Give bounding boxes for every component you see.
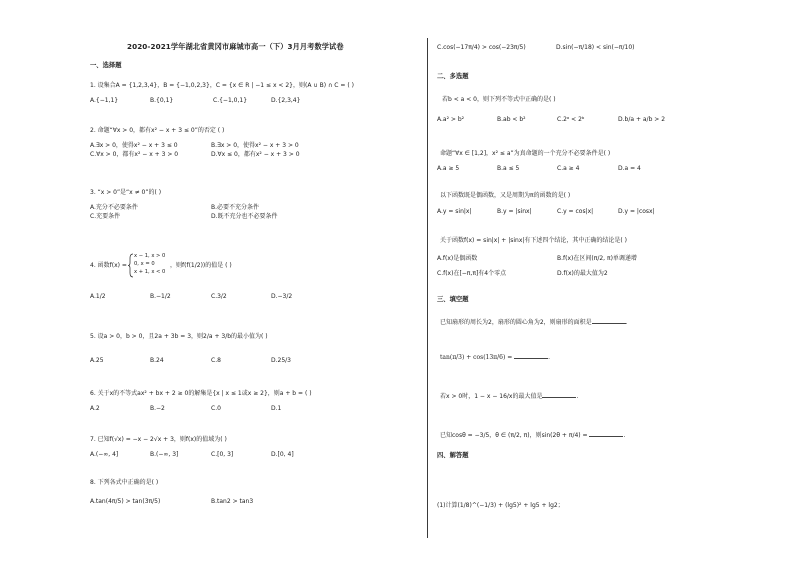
section-heading-choice: 一、选择题: [90, 62, 122, 69]
section-heading-multi: 二、多选题: [437, 73, 469, 80]
multi-question-2-option-a: A.a ≥ 5: [437, 165, 460, 172]
section-heading-solve: 四、解答题: [437, 452, 469, 459]
question-6-option-d: D.1: [271, 405, 282, 412]
multi-question-3-option-b: B.y = |sinx|: [497, 208, 532, 215]
multi-question-3-option-c: C.y = cos|x|: [557, 208, 594, 215]
multi-question-1-option-a: A.a² > b²: [437, 116, 465, 123]
multi-question-3-option-d: D.y = |cosx|: [618, 208, 655, 215]
question-7-option-a: A.(−∞, 4]: [90, 451, 119, 458]
question-2-option-d: D.∀x ≤ 0，都有x² − x + 3 > 0: [211, 151, 300, 158]
question-8-option-a: A.tan(4π/5) > tan(3π/5): [90, 498, 161, 505]
question-2-stem: 2. 命题“∀x > 0，都有x² − x + 3 ≤ 0”的否定 ( ): [90, 127, 225, 134]
question-3-stem: 3. “x > 0”是“x ≠ 0”的( ): [90, 189, 162, 196]
question-6-option-c: C.0: [211, 405, 221, 412]
multi-question-3-stem: 以下函数既是偶函数，又是周期为π的函数的是( ): [440, 192, 571, 199]
multi-question-2-option-c: C.a ≥ 4: [557, 165, 580, 172]
question-4-stem-prefix: 4. 函数f(x) =: [90, 262, 127, 269]
multi-question-4-option-c: C.f(x)在[−π,π]有4个零点: [437, 270, 507, 277]
fill-question-3-text: 若x > 0时，1 − x − 16/x的最大值是: [440, 393, 543, 400]
multi-question-2-option-d: D.a = 4: [618, 165, 641, 172]
fill-blank-1[interactable]: [592, 317, 626, 324]
question-8-option-c: C.cos(−17π/4) > cos(−23π/5): [437, 44, 526, 51]
question-6-stem: 6. 关于x的不等式ax² + bx + 2 ≥ 0的解集是{x | x ≤ 1或x ≥ 2}，则a + b = ( ): [90, 390, 312, 397]
question-2-option-c: C.∀x > 0，都有x² − x + 3 > 0: [90, 151, 179, 158]
question-1-option-d: D.{2,3,4}: [271, 97, 301, 104]
question-2-option-a: A.∃x > 0，使得x² − x + 3 ≤ 0: [90, 142, 178, 149]
question-8-stem: 8. 下列各式中正确的是( ): [90, 479, 159, 486]
question-4-piece-2: 0, x = 0: [134, 261, 155, 267]
fill-question-3: 若x > 0时，1 − x − 16/x的最大值是 .: [440, 393, 579, 400]
question-3-option-b: B.必要不充分条件: [211, 204, 260, 211]
multi-question-3-option-a: A.y = sin|x|: [437, 208, 472, 215]
question-7-option-d: D.[0, 4]: [271, 451, 294, 458]
question-4-option-c: C.3/2: [211, 293, 227, 300]
question-8-option-b: B.tan2 > tan3: [211, 498, 254, 505]
multi-question-4-option-a: A.f(x)是偶函数: [437, 255, 478, 262]
fill-blank-3[interactable]: [542, 391, 576, 398]
fill-question-4: 已知cosθ = −3/5，θ ∈ (π/2, π)，则sin(2θ + π/4) = .: [440, 432, 626, 439]
question-6-option-a: A.2: [90, 405, 100, 412]
fill-question-2: tan(π/3) + cos(13π/6) = .: [440, 354, 551, 361]
solve-question-1: (1)计算(1/8)^(−1/3) + (lg5)² + lg5 + lg2；: [437, 502, 564, 509]
question-5-option-c: C.8: [211, 357, 221, 364]
multi-question-4-option-d: D.f(x)的最大值为2: [557, 270, 608, 277]
multi-question-1-option-c: C.2ᵃ < 2ᵇ: [557, 116, 585, 123]
exam-title: 2020-2021学年湖北省黄冈市麻城市高一（下）3月月考数学试卷: [127, 42, 344, 51]
fill-question-4-text: 已知cosθ = −3/5，θ ∈ (π/2, π)，则sin(2θ + π/4) =: [440, 432, 588, 439]
multi-question-4-option-b: B.f(x)在区间(π/2, π)单调递增: [557, 255, 637, 262]
question-4-piece-1: x − 1, x > 0: [134, 253, 166, 259]
question-4-piece-3: x + 1, x < 0: [134, 269, 166, 275]
multi-question-1-stem: 若b < a < 0，则下列不等式中正确的是( ): [442, 96, 556, 103]
multi-question-1-option-b: B.ab < b²: [497, 116, 526, 123]
question-5-option-b: B.24: [150, 357, 164, 364]
question-1-option-c: C.{−1,0,1}: [213, 97, 248, 104]
fill-question-2-text: tan(π/3) + cos(13π/6) =: [440, 354, 513, 361]
fill-question-1: 已知扇形的周长为2，扇形的圆心角为2，则扇形的面积是 .: [440, 319, 628, 326]
question-5-option-d: D.25/3: [271, 357, 292, 364]
fill-blank-2[interactable]: [514, 352, 548, 359]
question-1-option-a: A.{−1,1}: [90, 97, 119, 104]
question-3-option-a: A.充分不必要条件: [90, 204, 138, 211]
question-4-option-d: D.−3/2: [271, 293, 293, 300]
question-7-option-b: B.(−∞, 3]: [150, 451, 179, 458]
column-divider: [427, 38, 428, 538]
multi-question-2-option-b: B.a ≤ 5: [497, 165, 520, 172]
section-heading-fill: 三、填空题: [437, 296, 469, 303]
question-5-option-a: A.25: [90, 357, 104, 364]
question-8-option-d: D.sin(−π/18) < sin(−π/10): [556, 44, 635, 51]
question-5-stem: 5. 设a > 0，b > 0，且2a + 3b = 3，则2/a + 3/b的最小值为( ): [90, 333, 268, 340]
multi-question-2-stem: 命题“∀x ∈ [1,2]，x² ≤ a”为真命题的一个充分不必要条件是( ): [440, 150, 611, 157]
fill-question-1-text: 已知扇形的周长为2，扇形的圆心角为2，则扇形的面积是: [440, 319, 592, 326]
question-2-option-b: B.∃x > 0，使得x² − x + 3 > 0: [211, 142, 299, 149]
multi-question-4-stem: 关于函数f(x) = sin|x| + |sinx|有下述四个结论，其中正确的结论是( ): [440, 237, 627, 244]
question-4-stem-suffix: ，则f(f(1/2))的值是 ( ): [170, 262, 232, 269]
multi-question-1-option-d: D.b/a + a/b > 2: [618, 116, 666, 123]
fill-blank-4[interactable]: [589, 430, 623, 437]
question-7-option-c: C.[0, 3]: [211, 451, 234, 458]
question-1-option-b: B.{0,1}: [150, 97, 174, 104]
question-7-stem: 7. 已知f(√x) = −x − 2√x + 3，则f(x)的值域为( ): [90, 436, 227, 443]
question-3-option-d: D.既不充分也不必要条件: [211, 213, 278, 220]
question-6-option-b: B.−2: [150, 405, 165, 412]
question-4-option-b: B.−1/2: [150, 293, 171, 300]
question-3-option-c: C.充要条件: [90, 213, 121, 220]
question-1-stem: 1. 设集合A = {1,2,3,4}，B = {−1,0,2,3}，C = {x ∈ R | −1 ≤ x < 2}，则(A ∪ B) ∩ C = ( ): [90, 82, 354, 89]
question-4-option-a: A.1/2: [90, 293, 106, 300]
